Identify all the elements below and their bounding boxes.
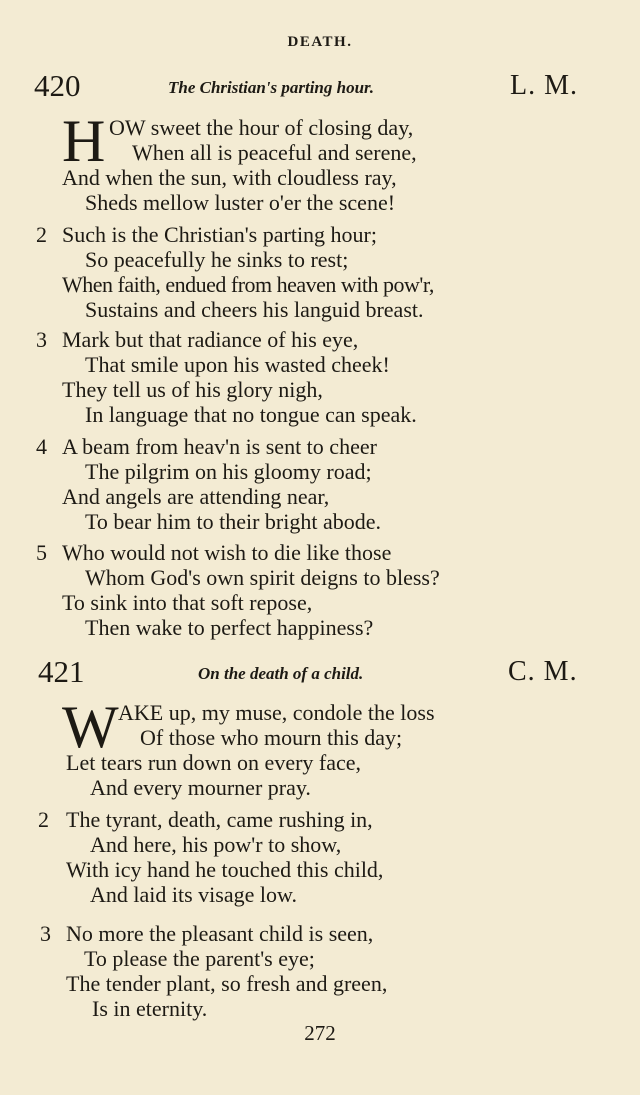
verse-line: Of those who mourn this day; [140, 725, 403, 750]
running-head: DEATH. [287, 34, 353, 50]
hymn-number: 420 [34, 68, 81, 103]
verse-line: To sink into that soft repose, [62, 590, 313, 615]
stanza-number: 3 [36, 327, 47, 352]
verse-line: And angels are attending near, [62, 484, 330, 509]
stanza-number: 2 [38, 807, 49, 832]
verse-line: To please the parent's eye; [84, 946, 315, 971]
verse-line: And here, his pow'r to show, [90, 832, 342, 857]
verse-line: Such is the Christian's parting hour; [62, 222, 377, 247]
hymn-number: 421 [38, 654, 85, 689]
verse-line: Then wake to perfect happiness? [85, 615, 374, 640]
verse-line: They tell us of his glory nigh, [62, 377, 323, 402]
verse-line: When faith, endued from heaven with pow'r, [62, 272, 434, 297]
verse-line: AKE up, my muse, condole the loss [118, 700, 435, 725]
verse-line: Who would not wish to die like those [62, 540, 392, 565]
verse-line: To bear him to their bright abode. [85, 509, 381, 534]
stanza-number: 2 [36, 222, 47, 247]
stanza-number: 5 [36, 540, 47, 565]
verse-line: Sustains and cheers his languid breast. [85, 297, 424, 322]
verse-line: And every mourner pray. [90, 775, 311, 800]
verse-line: Sheds mellow luster o'er the scene! [85, 190, 396, 215]
verse-line: Mark but that radiance of his eye, [62, 327, 359, 352]
verse-line: And laid its visage low. [90, 882, 297, 907]
verse-line: When all is peaceful and serene, [132, 140, 417, 165]
hymn-meter: C. M. [508, 656, 578, 687]
hymn-title: The Christian's parting hour. [168, 78, 374, 97]
verse-line: Is in eternity. [92, 996, 208, 1021]
verse-line: No more the pleasant child is seen, [66, 921, 374, 946]
verse-line: That smile upon his wasted cheek! [85, 352, 390, 377]
stanza-number: 3 [40, 921, 51, 946]
drop-cap: H [62, 108, 106, 174]
verse-line: Let tears run down on every face, [66, 750, 362, 775]
verse-line: And when the sun, with cloudless ray, [62, 165, 397, 190]
verse-line: With icy hand he touched this child, [66, 857, 384, 882]
hymn-meter: L. M. [510, 70, 578, 101]
verse-line: OW sweet the hour of closing day, [109, 115, 414, 140]
verse-line: The pilgrim on his gloomy road; [85, 459, 372, 484]
stanza-number: 4 [36, 434, 47, 459]
verse-line: The tyrant, death, came rushing in, [66, 807, 373, 832]
page-number: 272 [304, 1021, 336, 1045]
verse-line: The tender plant, so fresh and green, [66, 971, 388, 996]
verse-line: A beam from heav'n is sent to cheer [62, 434, 377, 459]
verse-line: Whom God's own spirit deigns to bless? [85, 565, 440, 590]
drop-cap: W [62, 694, 119, 760]
verse-line: So peacefully he sinks to rest; [85, 247, 349, 272]
verse-line: In language that no tongue can speak. [85, 402, 417, 427]
hymn-title: On the death of a child. [198, 664, 364, 683]
